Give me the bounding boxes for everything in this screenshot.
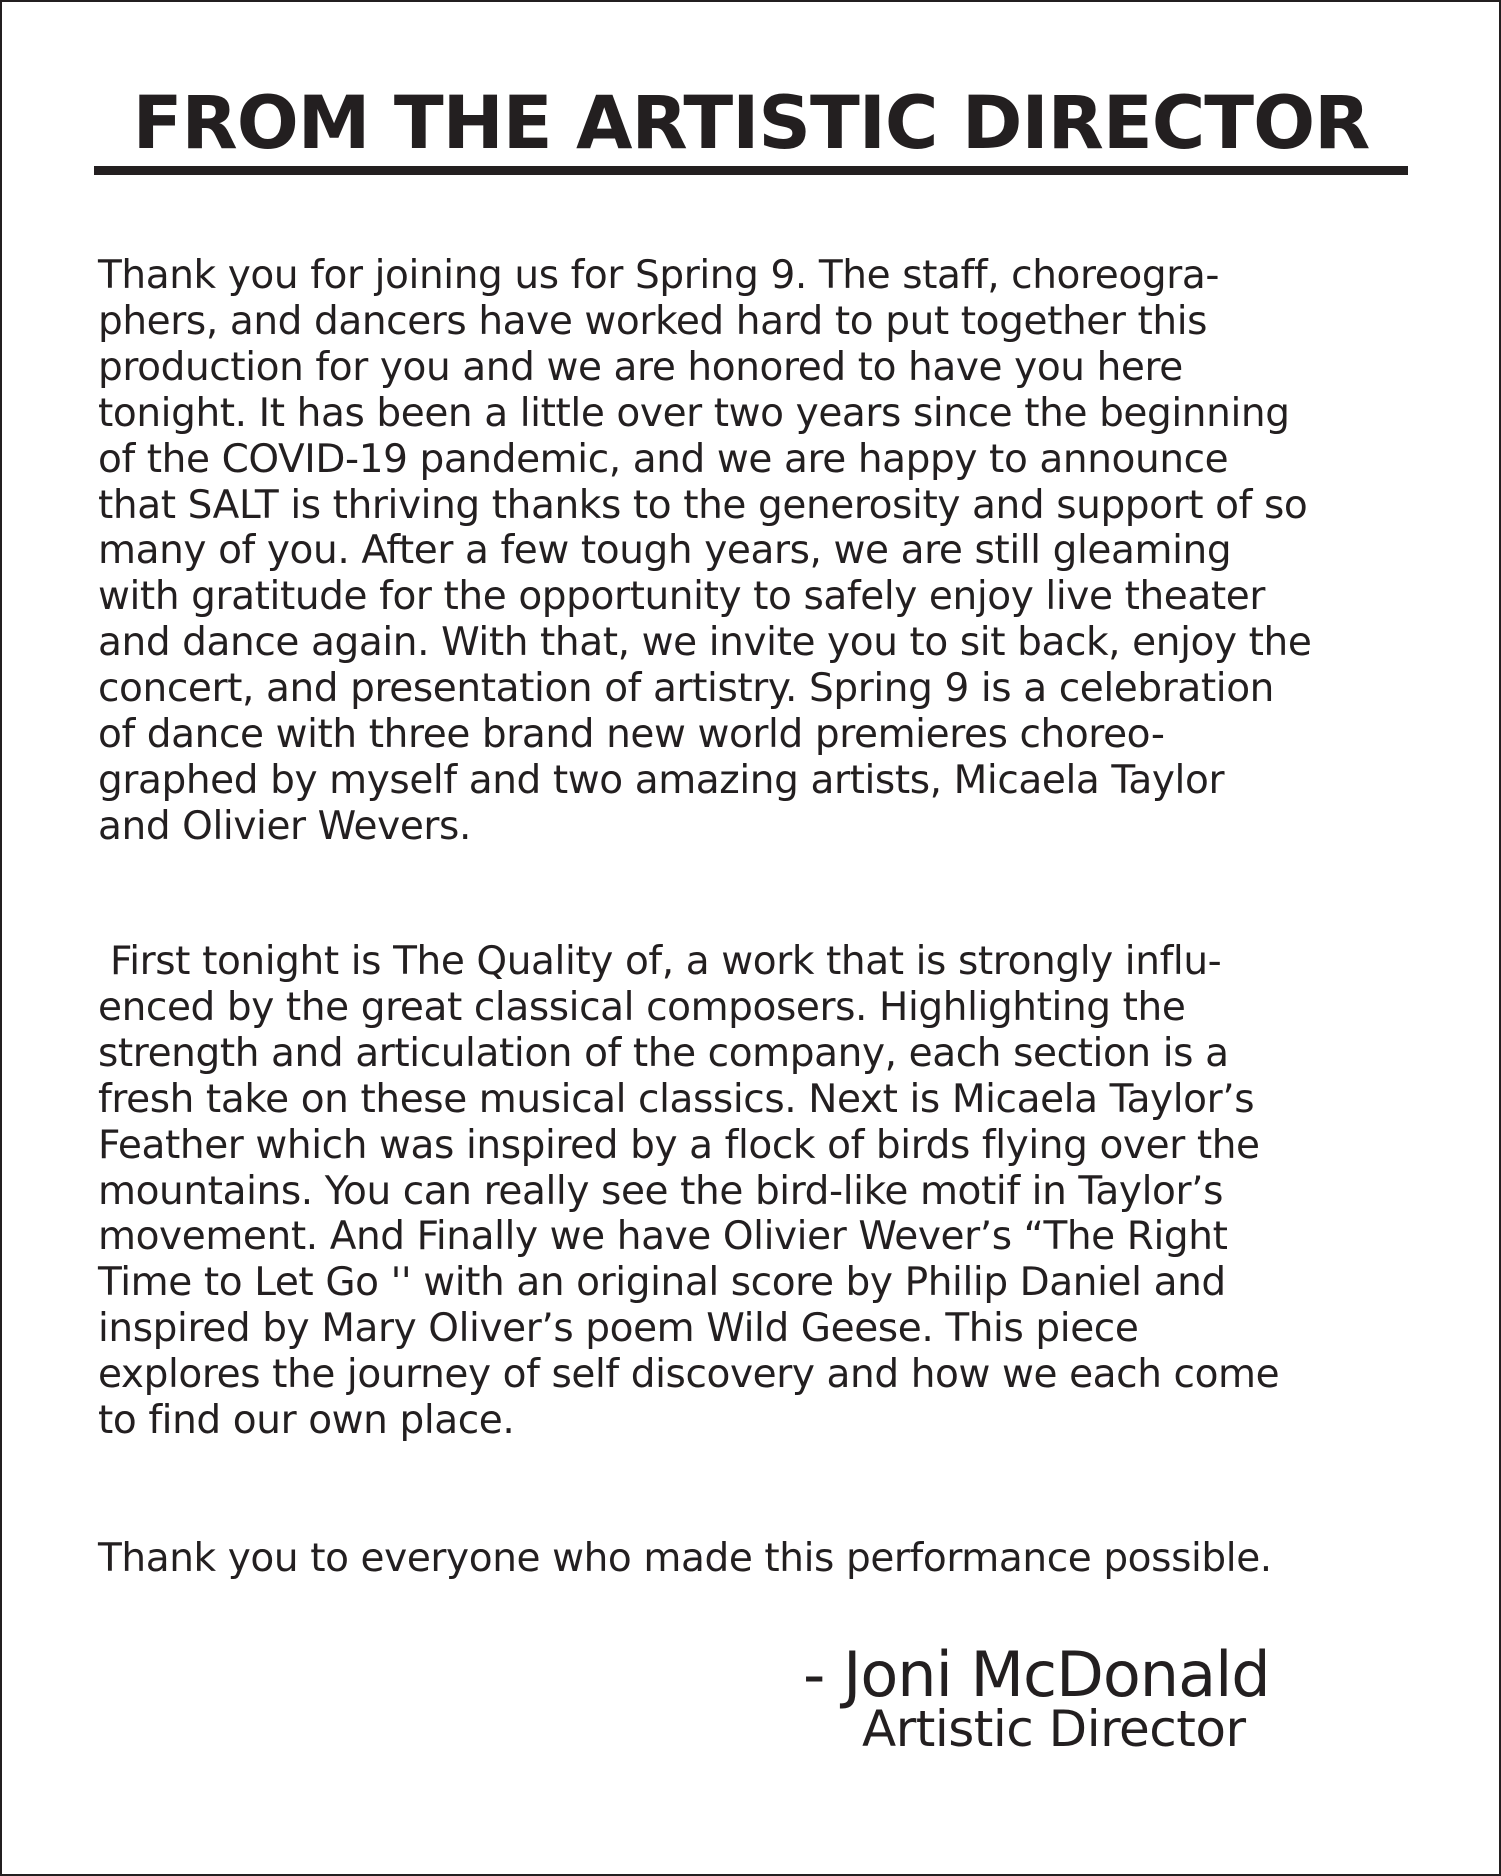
paragraph-line: enced by the great classical composers. Highlighting the: [98, 984, 1186, 1030]
paragraph-line: Thank you for joining us for Spring 9. The staff, choreogra-: [98, 253, 1219, 298]
paragraph-line: strength and articulation of the company, each section is a: [98, 1030, 1229, 1076]
paragraph-line: many of you. After a few tough years, we are still gleaming: [98, 528, 1232, 574]
paragraph-line: phers, and dancers have worked hard to put together this: [98, 298, 1208, 344]
signature-name: - Joni McDonald: [803, 1638, 1270, 1711]
paragraph-line: and Olivier Wevers.: [98, 803, 471, 849]
paragraph-line: tonight. It has been a little over two years since the beginning: [98, 390, 1290, 436]
title-underline: [94, 166, 1408, 175]
page-title: FROM THE ARTISTIC DIRECTOR: [132, 81, 1370, 166]
paragraph-line: of dance with three brand new world premieres choreo-: [98, 712, 1165, 758]
signature-role: Artistic Director: [862, 1700, 1246, 1758]
paragraph-line: to find our own place.: [98, 1398, 515, 1444]
paragraph-line: inspired by Mary Oliver’s poem Wild Geese. This piece: [98, 1306, 1139, 1352]
paragraph-line: mountains. You can really see the bird-like motif in Taylor’s: [98, 1168, 1224, 1214]
paragraph-line: graphed by myself and two amazing artists, Micaela Taylor: [98, 757, 1225, 803]
paragraph-welcome: [98, 253, 1428, 850]
paragraph-line: Feather which was inspired by a flock of birds flying over the: [98, 1122, 1260, 1168]
paragraph-line: that SALT is thriving thanks to the generosity and support of so: [98, 482, 1308, 528]
paragraph-program: [98, 939, 1428, 1444]
paragraph-line: movement. And Finally we have Olivier Wever’s “The Right: [98, 1214, 1228, 1260]
paragraph-line: production for you and we are honored to have you here: [98, 344, 1183, 390]
paragraph-line: Thank you to everyone who made this performance possible.: [98, 1536, 1272, 1581]
paragraph-line: and dance again. With that, we invite you to sit back, enjoy the: [98, 620, 1312, 666]
paragraph-line: concert, and presentation of artistry. Spring 9 is a celebration: [98, 666, 1274, 712]
paragraph-line: with gratitude for the opportunity to safely enjoy live theater: [98, 574, 1265, 620]
paragraph-line: Time to Let Go '' with an original score by Philip Daniel and: [98, 1260, 1226, 1306]
paragraph-thanks: [98, 1536, 1428, 1582]
paragraph-line: First tonight is The Quality of, a work that is strongly influ-: [98, 939, 1222, 984]
paragraph-line: explores the journey of self discovery and how we each come: [98, 1352, 1280, 1398]
paragraph-line: of the COVID-19 pandemic, and we are happy to announce: [98, 436, 1229, 482]
paragraph-line: fresh take on these musical classics. Next is Micaela Taylor’s: [98, 1076, 1255, 1122]
